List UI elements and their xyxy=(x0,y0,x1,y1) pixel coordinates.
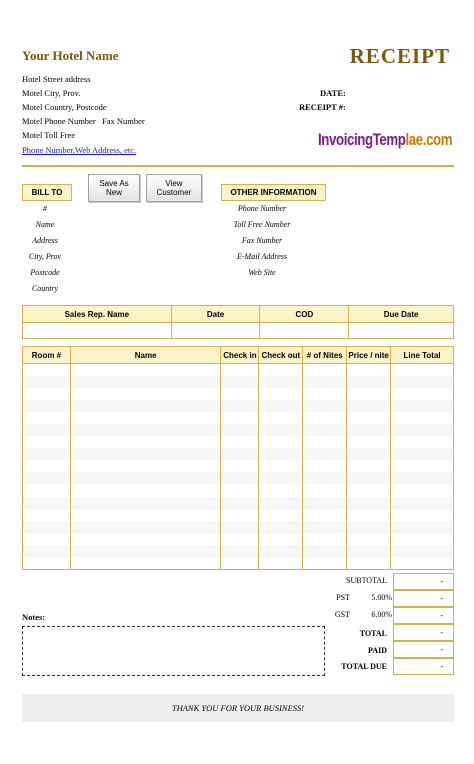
notes-input[interactable] xyxy=(22,626,325,676)
other-fax-label: Fax Number xyxy=(241,236,283,245)
table-cell[interactable] xyxy=(347,388,391,400)
check-out-header: Check out xyxy=(259,347,303,364)
pst-value: - xyxy=(393,590,454,607)
table-cell[interactable] xyxy=(70,545,221,557)
table-cell[interactable] xyxy=(347,376,391,388)
date-cell[interactable] xyxy=(171,323,260,339)
table-cell[interactable] xyxy=(303,436,347,448)
table-cell[interactable] xyxy=(303,376,347,388)
table-cell[interactable] xyxy=(23,400,71,412)
other-information-label: OTHER INFORMATION xyxy=(221,184,326,201)
table-cell[interactable] xyxy=(70,448,221,460)
table-cell[interactable] xyxy=(391,388,454,400)
due-date-cell[interactable] xyxy=(349,323,454,339)
bill-to-label: BILL TO xyxy=(22,184,72,201)
table-cell[interactable] xyxy=(221,412,259,424)
table-cell[interactable] xyxy=(303,557,347,569)
table-cell[interactable] xyxy=(70,376,221,388)
table-cell[interactable] xyxy=(391,557,454,569)
table-row xyxy=(23,484,454,496)
table-cell[interactable] xyxy=(23,424,71,436)
table-cell[interactable] xyxy=(23,364,71,376)
table-cell[interactable] xyxy=(23,545,71,557)
table-row xyxy=(23,557,454,569)
table-cell[interactable] xyxy=(391,521,454,533)
table-cell[interactable] xyxy=(347,509,391,521)
nites-header: # of Nites xyxy=(303,347,347,364)
table-cell[interactable] xyxy=(303,545,347,557)
table-cell[interactable] xyxy=(70,412,221,424)
table-cell[interactable] xyxy=(23,388,71,400)
table-cell[interactable] xyxy=(221,533,259,545)
table-cell[interactable] xyxy=(391,533,454,545)
table-row xyxy=(23,424,454,436)
view-customer-button[interactable]: View Customer xyxy=(146,174,202,202)
table-cell[interactable] xyxy=(303,448,347,460)
table-cell[interactable] xyxy=(259,533,303,545)
table-row xyxy=(23,509,454,521)
check-in-header: Check in xyxy=(221,347,259,364)
table-cell[interactable] xyxy=(259,436,303,448)
table-cell[interactable] xyxy=(70,400,221,412)
table-row xyxy=(23,521,454,533)
other-phone-label: Phone Number xyxy=(237,204,287,213)
table-cell[interactable] xyxy=(391,545,454,557)
table-cell[interactable] xyxy=(221,436,259,448)
sales-table xyxy=(22,305,454,339)
items-table xyxy=(22,346,454,570)
table-row xyxy=(23,460,454,472)
table-cell[interactable] xyxy=(347,412,391,424)
table-cell[interactable] xyxy=(303,533,347,545)
table-cell[interactable] xyxy=(23,412,71,424)
table-cell[interactable] xyxy=(347,497,391,509)
table-cell[interactable] xyxy=(391,412,454,424)
subtotal-label: SUBTOTAL xyxy=(346,576,387,585)
table-cell[interactable] xyxy=(391,364,454,376)
bill-to-postcode-label: Postcode xyxy=(30,268,60,277)
table-cell[interactable] xyxy=(303,412,347,424)
sales-rep-header: Sales Rep. Name xyxy=(23,306,172,323)
table-cell[interactable] xyxy=(221,364,259,376)
table-cell[interactable] xyxy=(23,472,71,484)
table-cell[interactable] xyxy=(221,484,259,496)
price-header: Price / nite xyxy=(347,347,391,364)
table-cell[interactable] xyxy=(303,484,347,496)
table-cell[interactable] xyxy=(259,497,303,509)
table-cell[interactable] xyxy=(347,460,391,472)
table-cell[interactable] xyxy=(391,460,454,472)
table-cell[interactable] xyxy=(23,376,71,388)
table-cell[interactable] xyxy=(70,424,221,436)
table-cell[interactable] xyxy=(23,436,71,448)
table-cell[interactable] xyxy=(259,364,303,376)
table-row xyxy=(23,497,454,509)
table-cell[interactable] xyxy=(221,388,259,400)
table-cell[interactable] xyxy=(23,497,71,509)
table-cell[interactable] xyxy=(221,521,259,533)
sales-rep-cell[interactable] xyxy=(23,323,172,339)
table-cell[interactable] xyxy=(347,472,391,484)
table-cell[interactable] xyxy=(347,400,391,412)
total-due-value: - xyxy=(393,658,454,675)
table-cell[interactable] xyxy=(221,472,259,484)
contact-link[interactable]: Phone Number,Web Address, etc. xyxy=(22,145,137,155)
bill-to-country-label: Country xyxy=(31,284,59,293)
table-cell[interactable] xyxy=(303,460,347,472)
table-cell[interactable] xyxy=(347,364,391,376)
table-cell[interactable] xyxy=(70,436,221,448)
footer-message: THANK YOU FOR YOUR BUSINESS! xyxy=(22,694,454,722)
table-cell[interactable] xyxy=(259,472,303,484)
name-header: Name xyxy=(70,347,221,364)
table-row xyxy=(23,364,454,376)
table-cell[interactable] xyxy=(259,424,303,436)
room-header: Room # xyxy=(23,347,71,364)
address-line-tollfree: Motel Toll Free xyxy=(22,130,76,140)
table-cell[interactable] xyxy=(70,521,221,533)
table-row xyxy=(23,412,454,424)
table-cell[interactable] xyxy=(221,400,259,412)
bill-to-address-label: Address xyxy=(32,236,58,245)
cod-cell[interactable] xyxy=(260,323,349,339)
table-row xyxy=(23,545,454,557)
table-cell[interactable] xyxy=(259,448,303,460)
table-cell[interactable] xyxy=(70,557,221,569)
line-total-header: Line Total xyxy=(391,347,454,364)
table-cell[interactable] xyxy=(221,509,259,521)
total-value: - xyxy=(393,624,454,641)
table-row xyxy=(23,448,454,460)
table-row xyxy=(23,472,454,484)
table-cell[interactable] xyxy=(70,509,221,521)
table-cell[interactable] xyxy=(391,448,454,460)
header-divider xyxy=(22,165,454,167)
table-cell[interactable] xyxy=(23,460,71,472)
table-cell[interactable] xyxy=(391,424,454,436)
table-cell[interactable] xyxy=(23,484,71,496)
table-cell[interactable] xyxy=(391,497,454,509)
table-cell[interactable] xyxy=(70,484,221,496)
bill-to-city-label: City, Prov xyxy=(28,252,62,261)
table-cell[interactable] xyxy=(303,509,347,521)
save-as-new-button[interactable]: Save As New xyxy=(88,174,140,202)
table-cell[interactable] xyxy=(221,545,259,557)
date-label: DATE: xyxy=(320,88,346,98)
table-cell[interactable] xyxy=(221,460,259,472)
table-cell[interactable] xyxy=(303,364,347,376)
receipt-number-label: RECEIPT #: xyxy=(299,102,346,112)
table-cell[interactable] xyxy=(303,388,347,400)
table-cell[interactable] xyxy=(347,545,391,557)
table-cell[interactable] xyxy=(70,364,221,376)
table-cell[interactable] xyxy=(221,497,259,509)
table-cell[interactable] xyxy=(70,472,221,484)
pst-rate[interactable]: 5.00% xyxy=(371,593,392,602)
bill-to-name-label: Name xyxy=(35,220,55,229)
table-cell[interactable] xyxy=(391,376,454,388)
table-cell[interactable] xyxy=(259,400,303,412)
table-cell[interactable] xyxy=(391,472,454,484)
bill-to-number-label: # xyxy=(43,204,47,213)
table-cell[interactable] xyxy=(303,472,347,484)
table-cell[interactable] xyxy=(347,448,391,460)
other-email-label: E-Mail Address xyxy=(237,252,287,261)
table-cell[interactable] xyxy=(303,521,347,533)
table-cell[interactable] xyxy=(23,448,71,460)
due-date-header: Due Date xyxy=(349,306,454,323)
table-cell[interactable] xyxy=(259,412,303,424)
notes-label: Notes: xyxy=(22,612,46,622)
table-cell[interactable] xyxy=(303,497,347,509)
table-cell[interactable] xyxy=(347,424,391,436)
table-cell[interactable] xyxy=(23,509,71,521)
paid-label: PAID xyxy=(368,646,387,655)
table-cell[interactable] xyxy=(347,521,391,533)
table-row xyxy=(23,376,454,388)
table-cell[interactable] xyxy=(23,521,71,533)
hotel-name: Your Hotel Name xyxy=(22,48,119,63)
table-cell[interactable] xyxy=(23,557,71,569)
table-cell[interactable] xyxy=(303,424,347,436)
gst-label: GST xyxy=(334,610,350,619)
address-line-street: Hotel Street address xyxy=(22,74,91,84)
date-header: Date xyxy=(171,306,260,323)
table-cell[interactable] xyxy=(303,400,347,412)
table-cell[interactable] xyxy=(259,545,303,557)
gst-rate[interactable]: 6.00% xyxy=(371,610,392,619)
gst-value: - xyxy=(393,607,454,624)
table-cell[interactable] xyxy=(347,436,391,448)
address-line-city: Motel City, Prov. xyxy=(22,88,81,98)
total-label: TOTAL xyxy=(359,629,387,638)
table-cell[interactable] xyxy=(221,448,259,460)
table-cell[interactable] xyxy=(259,509,303,521)
table-cell[interactable] xyxy=(347,533,391,545)
table-cell[interactable] xyxy=(70,497,221,509)
other-tollfree-label: Toll Free Number xyxy=(233,220,291,229)
table-cell[interactable] xyxy=(259,557,303,569)
table-cell[interactable] xyxy=(70,388,221,400)
cod-header: COD xyxy=(260,306,349,323)
address-line-country: Motel Country, Postcode xyxy=(22,102,107,112)
total-due-label: TOTAL DUE xyxy=(341,662,387,671)
table-cell[interactable] xyxy=(391,400,454,412)
table-row xyxy=(23,533,454,545)
table-row xyxy=(23,436,454,448)
table-cell[interactable] xyxy=(259,376,303,388)
table-cell[interactable] xyxy=(347,557,391,569)
table-cell[interactable] xyxy=(259,521,303,533)
table-cell[interactable] xyxy=(259,460,303,472)
other-website-label: Web Site xyxy=(248,268,276,277)
subtotal-value: - xyxy=(393,573,454,590)
table-cell[interactable] xyxy=(221,376,259,388)
table-cell[interactable] xyxy=(221,424,259,436)
table-cell[interactable] xyxy=(70,460,221,472)
table-row xyxy=(23,400,454,412)
address-line-phone: Motel Phone Number Fax Number xyxy=(22,116,145,126)
table-cell[interactable] xyxy=(221,557,259,569)
table-cell[interactable] xyxy=(70,533,221,545)
table-row xyxy=(23,388,454,400)
table-cell[interactable] xyxy=(259,388,303,400)
paid-value[interactable]: - xyxy=(393,641,454,658)
brand-logo: InvoicingTemplae.com xyxy=(318,130,453,149)
table-cell[interactable] xyxy=(259,484,303,496)
table-cell[interactable] xyxy=(23,533,71,545)
pst-label: PST xyxy=(336,593,350,602)
table-cell[interactable] xyxy=(391,436,454,448)
table-cell[interactable] xyxy=(391,509,454,521)
page-title: RECEIPT xyxy=(349,44,450,68)
table-cell[interactable] xyxy=(347,484,391,496)
table-cell[interactable] xyxy=(391,484,454,496)
